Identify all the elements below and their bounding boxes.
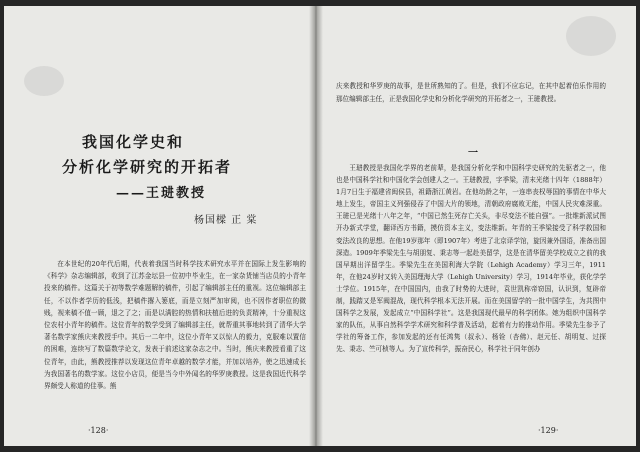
left-paragraph: 在本世纪的20年代后期，代表着我国当时科学技术研究水平并在国际上发生影响的《科学》杂志编辑部，收到了江苏金坛县一位初中毕业生，在一家杂货铺当店员的小青年投来的稿件。这篇关于初等数学难题解的稿件，引起了编辑部主任的重视。这位编辑部主任，不以作者学历的低浅，把稿件撂入篓底，而是立刻严加审阅，也不因作者职位的微贱，视来稿不值一顾，退之了之；而是以满腔的热情和扶植后进的负责精神，十分重视这位农村小青年的稿件。这位青年的数学受到了编辑部主任，就帮重其事地转到了清华大学著名数学家熊庆来教授手中。其后一二年中，这位小青年又以惊人的毅力，克服难以置信的困难，连续写了数篇数学论文，发表于前述这家杂志之中。当时，熊庆来教授看重了这位青年，由此，熊教授推荐以发现这位青年卓越的数学才能，并加以培养，使之迅速成长为我国著名的数学家。这位小店员，便是当今中外闻名的华罗庚教授。这是我国近代科学界颇受人称道的佳事。熊	[44, 260, 306, 391]
right-top-text	[336, 80, 606, 105]
right-top-paragraph: 庆来教授和华罗庚的故事，是世所熟知的了。但是，我们不应忘记，在其中起着伯乐作用的那位编辑部主任，正是我国化学史和分析化学研究的开拓者之一，王琎教授。	[336, 82, 606, 103]
article-title-line1: 我国化学史和	[82, 133, 185, 151]
right-page-number: ·129·	[538, 426, 559, 435]
left-page-number: ·128·	[88, 426, 109, 435]
article-subtitle: ——王琎教授	[116, 186, 207, 201]
paper-stain	[566, 16, 616, 56]
author-byline: 杨国樑 正 棠	[194, 215, 258, 226]
article-title-line2: 分析化学研究的开拓者	[62, 158, 233, 176]
right-page	[316, 6, 636, 446]
left-page	[4, 6, 316, 446]
right-paragraph: 王琎教授是我国化学界的老前辈，是我国分析化学和中国科学史研究的先驱者之一，他也是中国科学社和中国化学会创建人之一。王琎教授，字季梁，清末光绪十四年（1888年）1月7日生于福建省闽侯县，祖籍浙江黄岩。在他幼龄之年，一连串丧权辱国的事情在中华大地上发生，帝国主义列强侵吞了中国大片的领地，清朝政府腐败无能，中国人民灾难深重。王琎已是光绪十八年之年，“中国已然生死存亡关头，非尽变法不能自强”。一批维新派试图开办新式学堂，翻译西方书籍，摸仿资本主义，变法维新。年青的王季梁接受了科学救国和变法改良的思想。在他19岁那年（即1907年）考进了北京译学馆，旋因兼外国语，准备出国深造。1909年季梁先生与胡朋复、秉志等一起赴美留学，这是在清华留美学校成立之前的我国早期出洋留学生。季梁先生在美国利海大学院（Lehigh Academy）学习三年，1911年，在他24岁时又转入美国理海大学（Lehigh University）学习，1914年毕业，获化学学士学位。1915年，在中国国内，由我了时势的大进时，袁世凯称帝窃国，认识到，复辟帝制，践踏又是军阀混战，现代科学根本无法开展。而在美国留学的一批中国学生，为共图中国科学之发展，发起成立“中国科学社”。这是我国现代最早的科学团体。她为组织中国科学家的队伍，从事自然科学学术研究和科学普及活动，起着有力的推动作用。季梁先生参予了学社的筹备工作，参加发起的还有任鸿隽（叔永）、杨铨（杏佛）、赵元任、胡明复、过探先、秉志、竺可桢等人。为了宣传科学，振奋民心，科学社于同年创办	[336, 164, 606, 354]
right-body-text	[336, 162, 606, 356]
section-numeral: 一	[468, 148, 478, 159]
book-gutter	[309, 6, 323, 446]
paper-stain	[24, 66, 64, 96]
left-body-text	[44, 258, 306, 392]
